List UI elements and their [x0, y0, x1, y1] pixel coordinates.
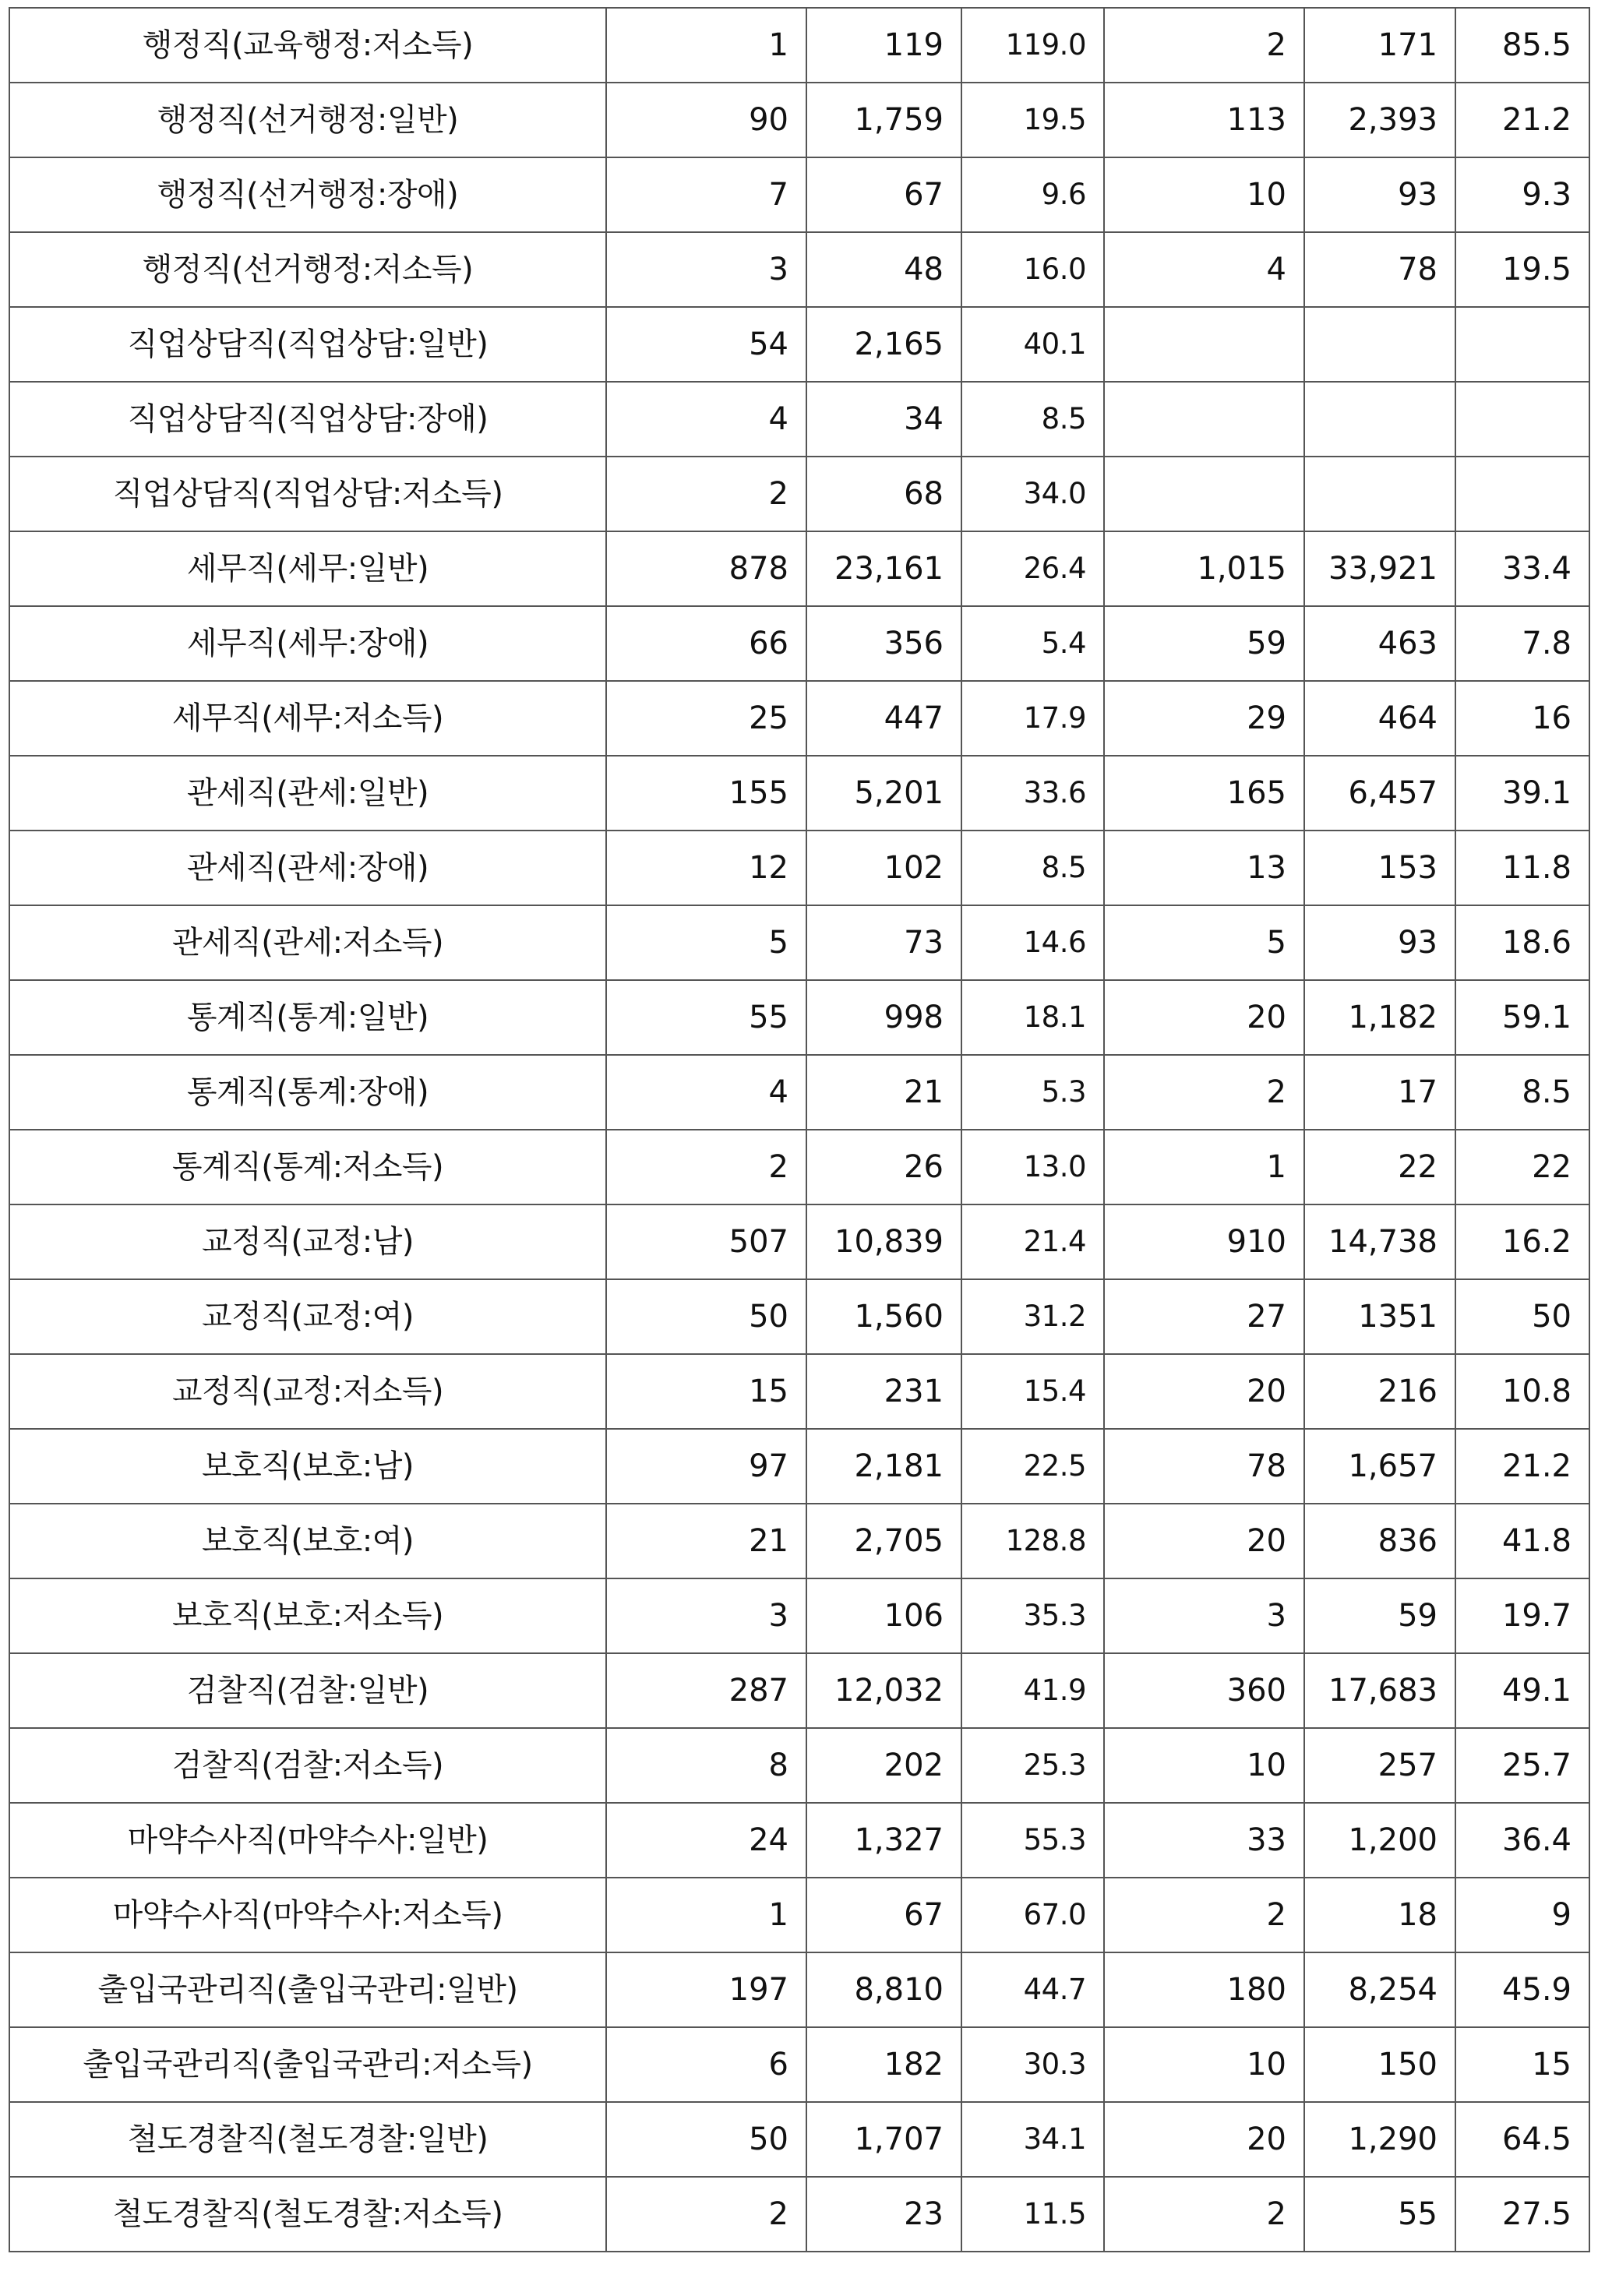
value-cell: 18.6 — [1455, 905, 1589, 980]
value-cell: 165 — [1104, 756, 1304, 831]
value-cell: 2 — [606, 1130, 806, 1204]
value-cell: 30.3 — [961, 2027, 1104, 2102]
value-cell: 9 — [1455, 1878, 1589, 1952]
value-cell: 10 — [1104, 1728, 1304, 1803]
value-cell: 64.5 — [1455, 2102, 1589, 2177]
job-category-cell: 행정직(선거행정:저소득) — [9, 232, 606, 307]
job-category-cell: 관세직(관세:일반) — [9, 756, 606, 831]
value-cell: 3 — [606, 232, 806, 307]
value-cell: 23,161 — [806, 531, 961, 606]
job-category-cell: 철도경찰직(철도경찰:일반) — [9, 2102, 606, 2177]
value-cell: 287 — [606, 1653, 806, 1728]
value-cell: 21 — [606, 1504, 806, 1578]
value-cell: 447 — [806, 681, 961, 756]
value-cell: 5 — [1104, 905, 1304, 980]
value-cell — [1304, 457, 1455, 531]
value-cell: 1,200 — [1304, 1803, 1455, 1878]
value-cell: 1,560 — [806, 1279, 961, 1354]
table-row — [9, 1279, 1589, 1354]
value-cell: 50 — [1455, 1279, 1589, 1354]
table-row — [9, 980, 1589, 1055]
value-cell: 34 — [806, 382, 961, 457]
table-row — [9, 1429, 1589, 1504]
table-row — [9, 905, 1589, 980]
data-table-body — [9, 8, 1589, 2252]
value-cell: 22 — [1304, 1130, 1455, 1204]
value-cell: 836 — [1304, 1504, 1455, 1578]
job-category-cell: 마약수사직(마약수사:저소득) — [9, 1878, 606, 1952]
data-table — [9, 7, 1590, 2252]
value-cell: 85.5 — [1455, 8, 1589, 83]
value-cell: 55 — [1304, 2177, 1455, 2252]
value-cell: 1,182 — [1304, 980, 1455, 1055]
value-cell: 9.6 — [961, 157, 1104, 232]
value-cell: 257 — [1304, 1728, 1455, 1803]
value-cell: 59 — [1304, 1578, 1455, 1653]
value-cell: 14.6 — [961, 905, 1104, 980]
job-category-cell: 통계직(통계:장애) — [9, 1055, 606, 1130]
value-cell: 17 — [1304, 1055, 1455, 1130]
value-cell: 45.9 — [1455, 1952, 1589, 2027]
value-cell: 16 — [1455, 681, 1589, 756]
value-cell: 73 — [806, 905, 961, 980]
value-cell: 59 — [1104, 606, 1304, 681]
value-cell: 14,738 — [1304, 1204, 1455, 1279]
value-cell: 26 — [806, 1130, 961, 1204]
table-row — [9, 1952, 1589, 2027]
value-cell: 44.7 — [961, 1952, 1104, 2027]
value-cell: 2 — [1104, 8, 1304, 83]
value-cell: 910 — [1104, 1204, 1304, 1279]
value-cell: 119 — [806, 8, 961, 83]
value-cell: 106 — [806, 1578, 961, 1653]
value-cell: 33.4 — [1455, 531, 1589, 606]
value-cell: 12 — [606, 831, 806, 905]
table-row — [9, 2177, 1589, 2252]
table-row — [9, 681, 1589, 756]
value-cell: 12,032 — [806, 1653, 961, 1728]
value-cell: 68 — [806, 457, 961, 531]
value-cell: 19.5 — [1455, 232, 1589, 307]
job-category-cell: 직업상담직(직업상담:장애) — [9, 382, 606, 457]
value-cell: 31.2 — [961, 1279, 1104, 1354]
value-cell: 13 — [1104, 831, 1304, 905]
job-category-cell: 통계직(통계:저소득) — [9, 1130, 606, 1204]
value-cell: 78 — [1304, 232, 1455, 307]
value-cell: 18 — [1304, 1878, 1455, 1952]
table-row — [9, 457, 1589, 531]
value-cell: 17.9 — [961, 681, 1104, 756]
value-cell: 155 — [606, 756, 806, 831]
value-cell: 113 — [1104, 83, 1304, 157]
value-cell: 97 — [606, 1429, 806, 1504]
value-cell: 19.7 — [1455, 1578, 1589, 1653]
value-cell: 180 — [1104, 1952, 1304, 2027]
value-cell: 78 — [1104, 1429, 1304, 1504]
table-row — [9, 2102, 1589, 2177]
value-cell: 50 — [606, 1279, 806, 1354]
value-cell: 10,839 — [806, 1204, 961, 1279]
value-cell: 25 — [606, 681, 806, 756]
value-cell: 55.3 — [961, 1803, 1104, 1878]
value-cell: 27 — [1104, 1279, 1304, 1354]
value-cell: 21.2 — [1455, 1429, 1589, 1504]
value-cell: 1 — [606, 8, 806, 83]
table-row — [9, 1878, 1589, 1952]
job-category-cell: 교정직(교정:저소득) — [9, 1354, 606, 1429]
value-cell: 1351 — [1304, 1279, 1455, 1354]
value-cell: 67.0 — [961, 1878, 1104, 1952]
value-cell: 2 — [606, 457, 806, 531]
value-cell: 11.5 — [961, 2177, 1104, 2252]
job-category-cell: 철도경찰직(철도경찰:저소득) — [9, 2177, 606, 2252]
table-row — [9, 2027, 1589, 2102]
value-cell: 13.0 — [961, 1130, 1104, 1204]
value-cell: 1,327 — [806, 1803, 961, 1878]
value-cell — [1455, 382, 1589, 457]
value-cell: 507 — [606, 1204, 806, 1279]
value-cell — [1104, 457, 1304, 531]
value-cell: 2 — [1104, 1878, 1304, 1952]
value-cell — [1455, 307, 1589, 382]
value-cell: 9.3 — [1455, 157, 1589, 232]
value-cell: 2 — [606, 2177, 806, 2252]
value-cell — [1304, 307, 1455, 382]
value-cell: 16.0 — [961, 232, 1104, 307]
value-cell: 2,705 — [806, 1504, 961, 1578]
job-category-cell: 보호직(보호:저소득) — [9, 1578, 606, 1653]
value-cell: 4 — [606, 382, 806, 457]
value-cell: 7.8 — [1455, 606, 1589, 681]
value-cell: 22 — [1455, 1130, 1589, 1204]
value-cell: 4 — [1104, 232, 1304, 307]
value-cell: 41.8 — [1455, 1504, 1589, 1578]
job-category-cell: 행정직(교육행정:저소득) — [9, 8, 606, 83]
value-cell: 7 — [606, 157, 806, 232]
value-cell: 2,165 — [806, 307, 961, 382]
value-cell: 5 — [606, 905, 806, 980]
value-cell: 35.3 — [961, 1578, 1104, 1653]
value-cell: 8.5 — [1455, 1055, 1589, 1130]
table-row — [9, 232, 1589, 307]
value-cell: 34.1 — [961, 2102, 1104, 2177]
value-cell: 8,810 — [806, 1952, 961, 2027]
value-cell: 25.3 — [961, 1728, 1104, 1803]
value-cell: 1,657 — [1304, 1429, 1455, 1504]
job-category-cell: 보호직(보호:여) — [9, 1504, 606, 1578]
value-cell: 360 — [1104, 1653, 1304, 1728]
job-category-cell: 마약수사직(마약수사:일반) — [9, 1803, 606, 1878]
value-cell: 2 — [1104, 1055, 1304, 1130]
value-cell — [1104, 382, 1304, 457]
job-category-cell: 출입국관리직(출입국관리:일반) — [9, 1952, 606, 2027]
value-cell: 24 — [606, 1803, 806, 1878]
value-cell: 202 — [806, 1728, 961, 1803]
value-cell: 356 — [806, 606, 961, 681]
value-cell: 6,457 — [1304, 756, 1455, 831]
value-cell: 16.2 — [1455, 1204, 1589, 1279]
table-row — [9, 83, 1589, 157]
value-cell: 48 — [806, 232, 961, 307]
value-cell: 17,683 — [1304, 1653, 1455, 1728]
value-cell: 93 — [1304, 905, 1455, 980]
table-row — [9, 382, 1589, 457]
table-row — [9, 1055, 1589, 1130]
value-cell: 15 — [606, 1354, 806, 1429]
value-cell — [1104, 307, 1304, 382]
value-cell: 463 — [1304, 606, 1455, 681]
value-cell: 197 — [606, 1952, 806, 2027]
value-cell: 50 — [606, 2102, 806, 2177]
value-cell: 54 — [606, 307, 806, 382]
value-cell: 20 — [1104, 1354, 1304, 1429]
value-cell: 90 — [606, 83, 806, 157]
value-cell: 102 — [806, 831, 961, 905]
job-category-cell: 세무직(세무:저소득) — [9, 681, 606, 756]
table-row — [9, 1653, 1589, 1728]
job-category-cell: 통계직(통계:일반) — [9, 980, 606, 1055]
value-cell: 15.4 — [961, 1354, 1104, 1429]
value-cell: 8,254 — [1304, 1952, 1455, 2027]
value-cell: 41.9 — [961, 1653, 1104, 1728]
value-cell: 21 — [806, 1055, 961, 1130]
value-cell: 2,181 — [806, 1429, 961, 1504]
value-cell: 27.5 — [1455, 2177, 1589, 2252]
value-cell: 10.8 — [1455, 1354, 1589, 1429]
value-cell: 20 — [1104, 2102, 1304, 2177]
table-row — [9, 756, 1589, 831]
value-cell: 2 — [1104, 2177, 1304, 2252]
value-cell: 49.1 — [1455, 1653, 1589, 1728]
job-category-cell: 직업상담직(직업상담:저소득) — [9, 457, 606, 531]
value-cell: 2,393 — [1304, 83, 1455, 157]
table-row — [9, 1803, 1589, 1878]
value-cell: 878 — [606, 531, 806, 606]
value-cell: 20 — [1104, 1504, 1304, 1578]
value-cell: 39.1 — [1455, 756, 1589, 831]
value-cell: 153 — [1304, 831, 1455, 905]
job-category-cell: 세무직(세무:일반) — [9, 531, 606, 606]
value-cell: 19.5 — [961, 83, 1104, 157]
value-cell: 67 — [806, 157, 961, 232]
job-category-cell: 행정직(선거행정:장애) — [9, 157, 606, 232]
value-cell: 34.0 — [961, 457, 1104, 531]
value-cell: 231 — [806, 1354, 961, 1429]
value-cell: 4 — [606, 1055, 806, 1130]
value-cell: 33,921 — [1304, 531, 1455, 606]
table-row — [9, 1130, 1589, 1204]
value-cell: 5.4 — [961, 606, 1104, 681]
table-row — [9, 531, 1589, 606]
job-category-cell: 교정직(교정:여) — [9, 1279, 606, 1354]
value-cell: 998 — [806, 980, 961, 1055]
value-cell: 18.1 — [961, 980, 1104, 1055]
value-cell — [1455, 457, 1589, 531]
value-cell: 36.4 — [1455, 1803, 1589, 1878]
job-category-cell: 출입국관리직(출입국관리:저소득) — [9, 2027, 606, 2102]
value-cell: 216 — [1304, 1354, 1455, 1429]
value-cell: 1,759 — [806, 83, 961, 157]
job-category-cell: 관세직(관세:장애) — [9, 831, 606, 905]
value-cell: 20 — [1104, 980, 1304, 1055]
value-cell: 55 — [606, 980, 806, 1055]
value-cell: 33.6 — [961, 756, 1104, 831]
job-category-cell: 교정직(교정:남) — [9, 1204, 606, 1279]
value-cell: 8.5 — [961, 382, 1104, 457]
table-row — [9, 1354, 1589, 1429]
value-cell: 67 — [806, 1878, 961, 1952]
table-row — [9, 1504, 1589, 1578]
table-row — [9, 606, 1589, 681]
value-cell: 182 — [806, 2027, 961, 2102]
value-cell: 1 — [1104, 1130, 1304, 1204]
value-cell: 21.2 — [1455, 83, 1589, 157]
value-cell: 464 — [1304, 681, 1455, 756]
value-cell: 5.3 — [961, 1055, 1104, 1130]
table-row — [9, 1204, 1589, 1279]
value-cell: 128.8 — [961, 1504, 1104, 1578]
value-cell: 66 — [606, 606, 806, 681]
table-row — [9, 1578, 1589, 1653]
job-category-cell: 보호직(보호:남) — [9, 1429, 606, 1504]
table-row — [9, 307, 1589, 382]
table-row — [9, 8, 1589, 83]
value-cell: 40.1 — [961, 307, 1104, 382]
value-cell: 10 — [1104, 2027, 1304, 2102]
value-cell: 6 — [606, 2027, 806, 2102]
value-cell: 1 — [606, 1878, 806, 1952]
value-cell: 33 — [1104, 1803, 1304, 1878]
value-cell: 21.4 — [961, 1204, 1104, 1279]
value-cell — [1304, 382, 1455, 457]
job-category-cell: 검찰직(검찰:저소득) — [9, 1728, 606, 1803]
value-cell: 25.7 — [1455, 1728, 1589, 1803]
value-cell: 171 — [1304, 8, 1455, 83]
value-cell: 8 — [606, 1728, 806, 1803]
value-cell: 1,015 — [1104, 531, 1304, 606]
value-cell: 119.0 — [961, 8, 1104, 83]
value-cell: 8.5 — [961, 831, 1104, 905]
value-cell: 5,201 — [806, 756, 961, 831]
table-row — [9, 157, 1589, 232]
value-cell: 3 — [606, 1578, 806, 1653]
value-cell: 1,707 — [806, 2102, 961, 2177]
value-cell: 15 — [1455, 2027, 1589, 2102]
table-row — [9, 831, 1589, 905]
value-cell: 1,290 — [1304, 2102, 1455, 2177]
job-category-cell: 행정직(선거행정:일반) — [9, 83, 606, 157]
value-cell: 150 — [1304, 2027, 1455, 2102]
value-cell: 59.1 — [1455, 980, 1589, 1055]
job-category-cell: 검찰직(검찰:일반) — [9, 1653, 606, 1728]
job-category-cell: 직업상담직(직업상담:일반) — [9, 307, 606, 382]
job-category-cell: 관세직(관세:저소득) — [9, 905, 606, 980]
job-category-cell: 세무직(세무:장애) — [9, 606, 606, 681]
value-cell: 26.4 — [961, 531, 1104, 606]
value-cell: 23 — [806, 2177, 961, 2252]
value-cell: 3 — [1104, 1578, 1304, 1653]
value-cell: 22.5 — [961, 1429, 1104, 1504]
value-cell: 10 — [1104, 157, 1304, 232]
value-cell: 29 — [1104, 681, 1304, 756]
value-cell: 93 — [1304, 157, 1455, 232]
value-cell: 11.8 — [1455, 831, 1589, 905]
table-row — [9, 1728, 1589, 1803]
